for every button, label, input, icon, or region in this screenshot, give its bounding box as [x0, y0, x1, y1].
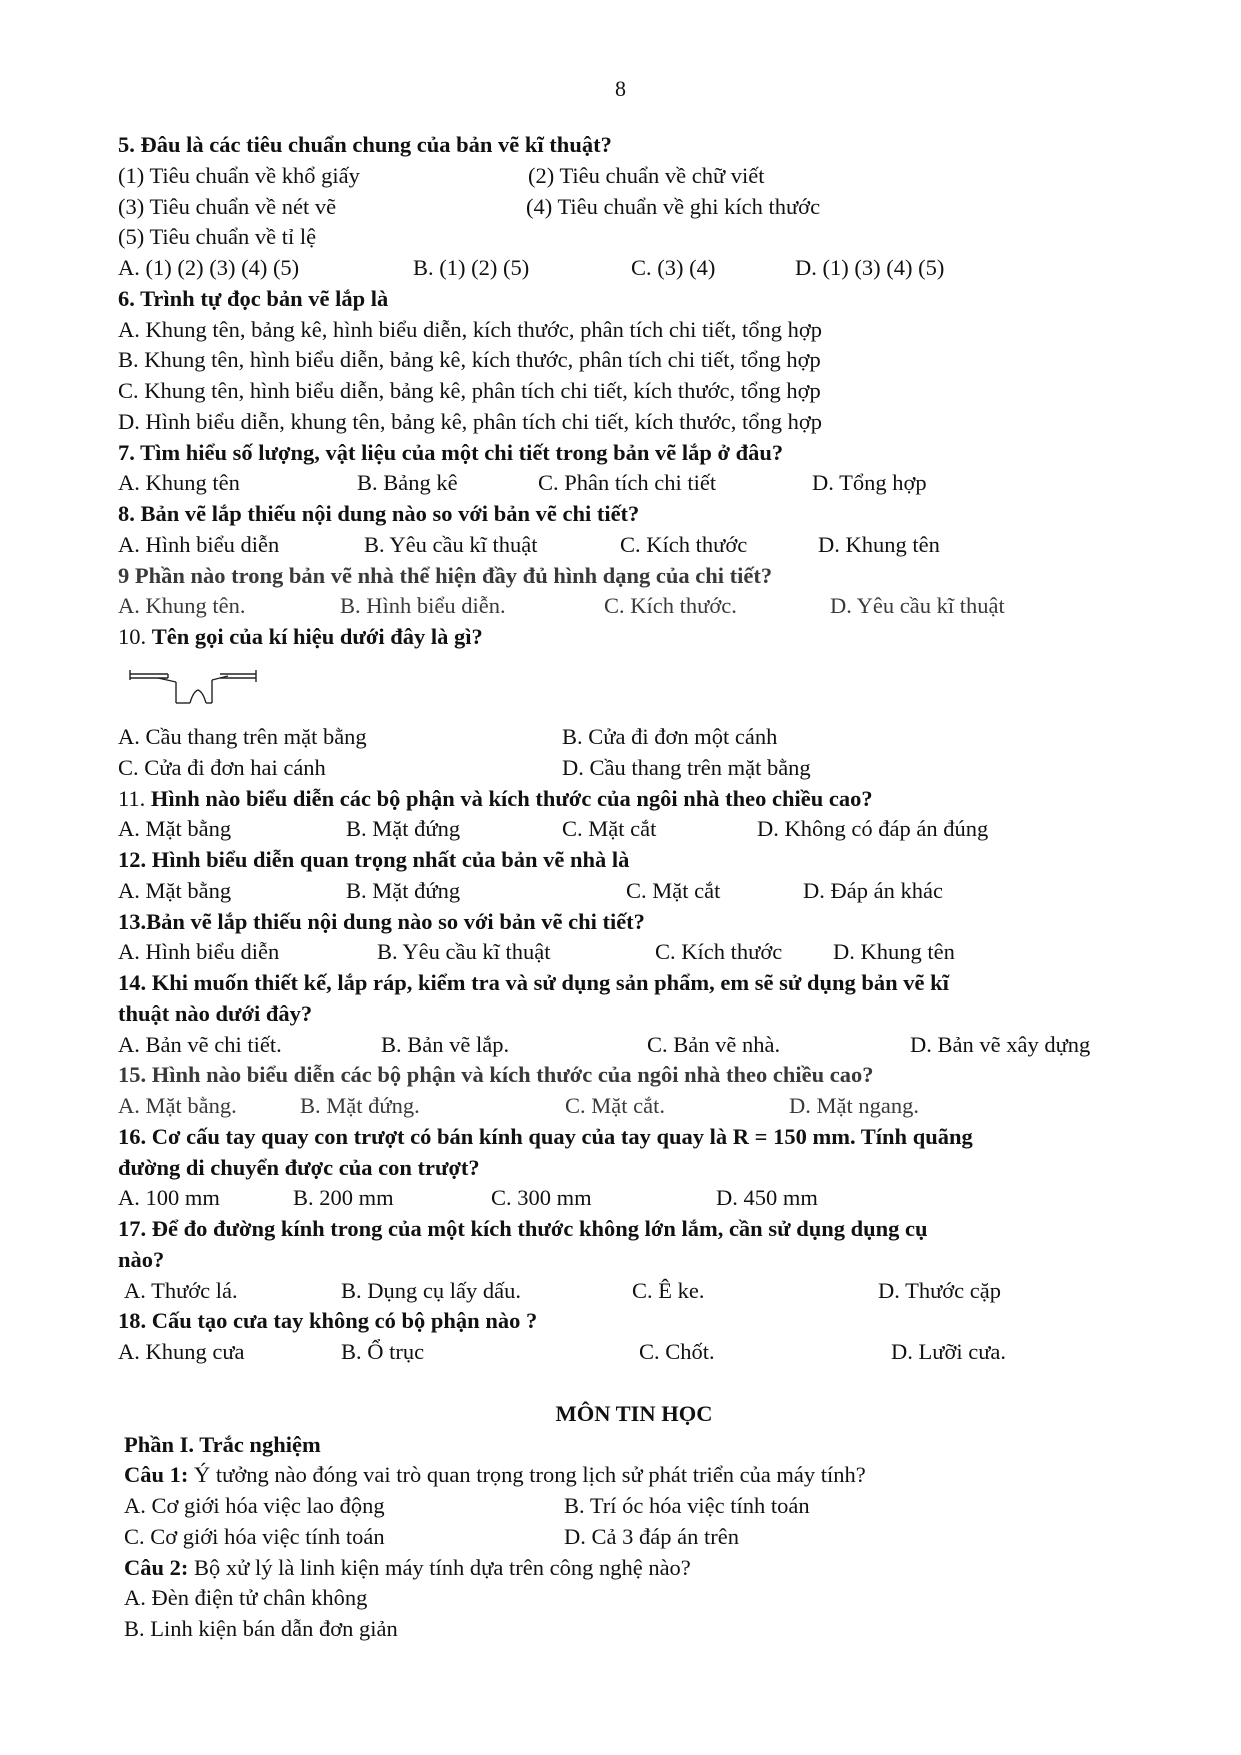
- q15-option-a: A. Mặt bằng.: [118, 1093, 237, 1118]
- q9-option-c: C. Kích thước.: [604, 593, 737, 618]
- q5-item-5: (5) Tiêu chuẩn về tỉ lệ: [118, 224, 317, 249]
- q12-option-b: B. Mặt đứng: [346, 878, 461, 903]
- q15-option-d: D. Mặt ngang.: [789, 1093, 919, 1118]
- question-9-title: 9 Phần nào trong bản vẽ nhà thể hiện đầy đủ hình dạng của chi tiết?: [118, 563, 773, 588]
- q16-option-d: D. 450 mm: [716, 1185, 818, 1210]
- q6-option-d: D. Hình biểu diễn, khung tên, bảng kê, phân tích chi tiết, kích thước, tổng hợp: [118, 409, 822, 434]
- q14-option-a: A. Bản vẽ chi tiết.: [118, 1032, 282, 1057]
- q17-option-b: B. Dụng cụ lấy dấu.: [341, 1278, 521, 1303]
- q14-option-c: C. Bản vẽ nhà.: [647, 1032, 781, 1057]
- door-symbol-icon: [128, 666, 263, 708]
- question-17-title-line2: nào?: [118, 1247, 165, 1272]
- question-10-title: [118, 622, 483, 652]
- cau1-option-a: A. Cơ giới hóa việc lao động: [124, 1493, 385, 1518]
- q12-option-a: A. Mặt bằng: [118, 878, 232, 903]
- question-11-text: Hình nào biểu diễn các bộ phận và kích thước của ngôi nhà theo chiều cao?: [150, 786, 873, 811]
- q6-option-b: B. Khung tên, hình biểu diễn, bảng kê, kích thước, phân tích chi tiết, tổng hợp: [118, 347, 821, 372]
- q10-option-d: D. Cầu thang trên mặt bằng: [562, 755, 811, 780]
- question-10-text: Tên gọi của kí hiệu dưới đây là gì?: [151, 624, 483, 649]
- question-7-title: 7. Tìm hiểu số lượng, vật liệu của một chi tiết trong bản vẽ lắp ở đâu?: [118, 440, 784, 465]
- q5-item-2: (2) Tiêu chuẩn về chữ viết: [528, 163, 765, 188]
- cau1-option-b: B. Trí óc hóa việc tính toán: [564, 1493, 810, 1518]
- q5-option-d: D. (1) (3) (4) (5): [795, 255, 945, 280]
- q10-option-c: C. Cửa đi đơn hai cánh: [118, 755, 326, 780]
- q7-option-d: D. Tổng hợp: [812, 470, 927, 495]
- q5-item-1: (1) Tiêu chuẩn về khổ giấy: [118, 163, 360, 188]
- q18-option-b: B. Ổ trục: [341, 1339, 425, 1364]
- section-heading: MÔN TIN HỌC: [555, 1401, 713, 1426]
- cau-1-question: [124, 1460, 866, 1490]
- q17-option-c: C. Ê ke.: [632, 1278, 705, 1303]
- question-10-number: 10.: [118, 624, 147, 649]
- question-17-title-line1: 17. Để đo đường kính trong của một kích thước không lớn lắm, cần sử dụng dụng cụ: [118, 1216, 928, 1241]
- q14-option-b: B. Bản vẽ lắp.: [381, 1032, 510, 1057]
- q5-item-4: (4) Tiêu chuẩn về ghi kích thước: [526, 194, 821, 219]
- q5-option-c: C. (3) (4): [631, 255, 716, 280]
- q13-option-c: C. Kích thước: [655, 939, 783, 964]
- cau2-option-a: A. Đèn điện tử chân không: [124, 1585, 368, 1610]
- q13-option-a: A. Hình biểu diễn: [118, 939, 280, 964]
- q9-option-b: B. Hình biểu diễn.: [340, 593, 506, 618]
- question-15-title: 15. Hình nào biểu diễn các bộ phận và kích thước của ngôi nhà theo chiều cao?: [118, 1062, 874, 1087]
- q10-option-a: A. Cầu thang trên mặt bằng: [118, 724, 367, 749]
- part-heading: Phần I. Trắc nghiệm: [124, 1432, 321, 1457]
- question-16-title-line1: 16. Cơ cấu tay quay con trượt có bán kính quay của tay quay là R = 150 mm. Tính quãng: [118, 1124, 973, 1149]
- question-11-number: 11.: [118, 786, 146, 811]
- q7-option-b: B. Bảng kê: [357, 470, 458, 495]
- q12-option-d: D. Đáp án khác: [803, 878, 943, 903]
- q17-option-d: D. Thước cặp: [878, 1278, 1002, 1303]
- q7-option-a: A. Khung tên: [118, 470, 240, 495]
- cau-1-label: Câu 1:: [124, 1462, 189, 1487]
- question-16-title-line2: đường di chuyển được của con trượt?: [118, 1155, 480, 1180]
- question-8-title: 8. Bản vẽ lắp thiếu nội dung nào so với bản vẽ chi tiết?: [118, 501, 640, 526]
- q15-option-b: B. Mặt đứng.: [300, 1093, 420, 1118]
- question-14-title-line1: 14. Khi muốn thiết kế, lắp ráp, kiểm tra và sử dụng sản phẩm, em sẽ sử dụng bản vẽ kĩ: [118, 970, 949, 995]
- q9-option-d: D. Yêu cầu kĩ thuật: [830, 593, 1005, 618]
- q13-option-d: D. Khung tên: [833, 939, 955, 964]
- q5-option-a: A. (1) (2) (3) (4) (5): [118, 255, 300, 280]
- cau-2-question: [124, 1553, 691, 1583]
- q9-option-a: A. Khung tên.: [118, 593, 246, 618]
- q11-option-b: B. Mặt đứng: [346, 816, 461, 841]
- question-18-title: 18. Cấu tạo cưa tay không có bộ phận nào ?: [118, 1308, 538, 1333]
- q11-option-c: C. Mặt cắt: [562, 816, 657, 841]
- q8-option-b: B. Yêu cầu kĩ thuật: [364, 532, 538, 557]
- q16-option-c: C. 300 mm: [491, 1185, 592, 1210]
- q10-option-b: B. Cửa đi đơn một cánh: [562, 724, 778, 749]
- cau1-option-d: D. Cả 3 đáp án trên: [564, 1524, 739, 1549]
- cau-1-text: Ý tưởng nào đóng vai trò quan trọng trong lịch sử phát triển của máy tính?: [188, 1462, 866, 1487]
- q18-option-d: D. Lưỡi cưa.: [891, 1339, 1007, 1364]
- cau-2-label: Câu 2:: [124, 1555, 189, 1580]
- q8-option-d: D. Khung tên: [818, 532, 940, 557]
- q12-option-c: C. Mặt cắt: [626, 878, 721, 903]
- page-number: 8: [615, 76, 626, 101]
- q14-option-d: D. Bản vẽ xây dựng: [910, 1032, 1091, 1057]
- question-12-title: 12. Hình biểu diễn quan trọng nhất của bản vẽ nhà là: [118, 847, 630, 872]
- cau-2-text: Bộ xử lý là linh kiện máy tính dựa trên công nghệ nào?: [188, 1555, 691, 1580]
- q8-option-c: C. Kích thước: [620, 532, 748, 557]
- q5-option-b: B. (1) (2) (5): [413, 255, 530, 280]
- question-11-title: [118, 784, 873, 814]
- question-5-title: 5. Đâu là các tiêu chuẩn chung của bản vẽ kĩ thuật?: [118, 132, 612, 157]
- q6-option-c: C. Khung tên, hình biểu diễn, bảng kê, phân tích chi tiết, kích thước, tổng hợp: [118, 378, 821, 403]
- q17-option-a: A. Thước lá.: [124, 1278, 238, 1303]
- q6-option-a: A. Khung tên, bảng kê, hình biểu diễn, kích thước, phân tích chi tiết, tổng hợp: [118, 317, 822, 342]
- cau1-option-c: C. Cơ giới hóa việc tính toán: [124, 1524, 385, 1549]
- q13-option-b: B. Yêu cầu kĩ thuật: [377, 939, 551, 964]
- question-14-title-line2: thuật nào dưới đây?: [118, 1001, 313, 1026]
- q5-item-3: (3) Tiêu chuẩn về nét vẽ: [118, 194, 337, 219]
- cau2-option-b: B. Linh kiện bán dẫn đơn giản: [124, 1616, 398, 1641]
- q16-option-a: A. 100 mm: [118, 1185, 220, 1210]
- q18-option-a: A. Khung cưa: [118, 1339, 245, 1364]
- q16-option-b: B. 200 mm: [293, 1185, 394, 1210]
- q15-option-c: C. Mặt cắt.: [565, 1093, 665, 1118]
- question-6-title: 6. Trình tự đọc bản vẽ lắp là: [118, 286, 389, 311]
- q11-option-d: D. Không có đáp án đúng: [757, 816, 989, 841]
- question-13-title: 13.Bản vẽ lắp thiếu nội dung nào so với bản vẽ chi tiết?: [118, 909, 645, 934]
- q7-option-c: C. Phân tích chi tiết: [538, 470, 717, 495]
- q18-option-c: C. Chốt.: [639, 1339, 715, 1364]
- q8-option-a: A. Hình biểu diễn: [118, 532, 280, 557]
- q11-option-a: A. Mặt bằng: [118, 816, 232, 841]
